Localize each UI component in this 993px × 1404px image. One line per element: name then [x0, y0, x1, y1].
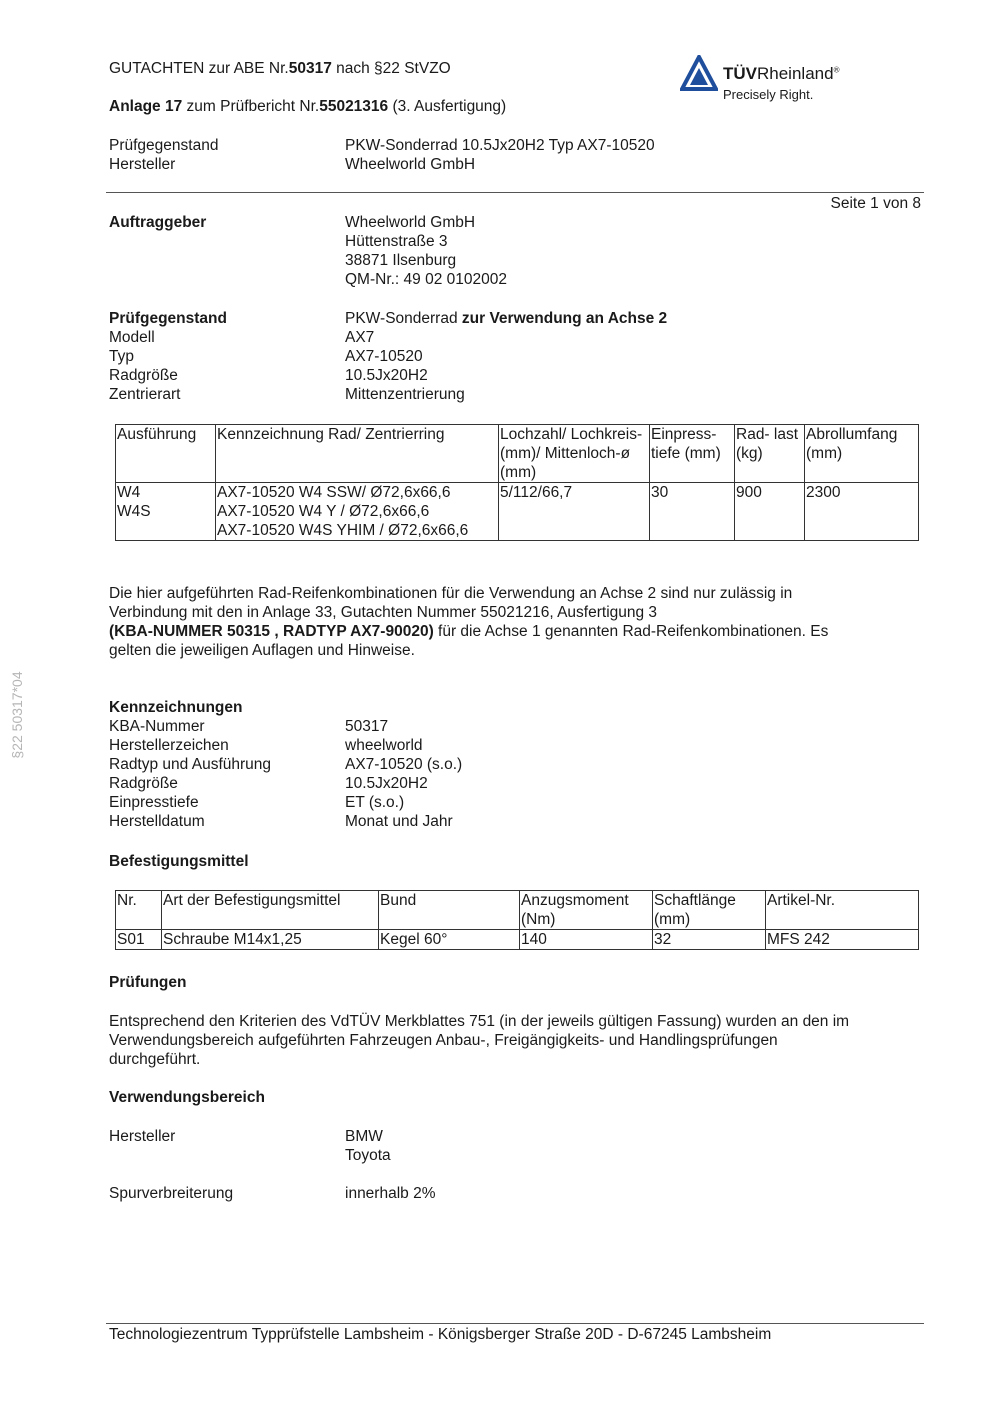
- fasteners-heading: Befestigungsmittel: [109, 853, 249, 870]
- fastener-seat: Kegel 60°: [379, 930, 520, 950]
- tuv-logo: [680, 55, 870, 105]
- logo-tagline: Precisely Right.: [723, 87, 814, 102]
- logo-registered: ®: [833, 65, 840, 75]
- subject-description-bold: zur Verwendung an Achse 2: [461, 310, 668, 327]
- marking-label: Herstellerzeichen: [109, 737, 229, 754]
- notice-line: Die hier aufgeführten Rad-Reifenkombinationen für die Verwendung an Achse 2 sind nur zulässig in: [109, 585, 793, 602]
- subject-heading: Prüfgegenstand: [109, 310, 227, 327]
- client-block: [109, 213, 929, 289]
- footer-divider: [106, 1323, 924, 1324]
- test-report-number: 55021316: [319, 98, 389, 115]
- header-info: [109, 136, 929, 174]
- markings-heading: Kennzeichnungen: [109, 699, 243, 716]
- kba-reference: (KBA-NUMMER 50315 , RADTYP AX7-90020): [109, 623, 434, 640]
- client-city: 38871 Ilsenburg: [345, 252, 457, 269]
- type-value: AX7-10520: [345, 348, 423, 365]
- subject-block: [109, 309, 929, 404]
- table-header: Ausführung: [116, 425, 216, 483]
- marking-label: Einpresstiefe: [109, 794, 199, 811]
- usage-track: [109, 1184, 929, 1203]
- side-mark: [7, 671, 27, 759]
- tests-heading: Prüfungen: [109, 974, 187, 991]
- client-qm-number: QM-Nr.: 49 02 0102002: [345, 271, 507, 288]
- marking-cell: [216, 483, 499, 541]
- subject-value: PKW-Sonderrad 10.5Jx20H2 Typ AX7-10520: [345, 137, 655, 154]
- markings-block: [109, 698, 929, 831]
- table-header: Bund: [379, 891, 520, 930]
- annex-mid: zum Prüfbericht Nr.: [182, 98, 320, 115]
- fastener-torque: 140: [520, 930, 653, 950]
- client-street: Hüttenstraße 3: [345, 233, 448, 250]
- table-header: Kennzeichnung Rad/ Zentrierring: [216, 425, 499, 483]
- track-widening-value: innerhalb 2%: [345, 1185, 436, 1202]
- table-header-row: [116, 425, 919, 483]
- table-row: [116, 930, 919, 950]
- bolt-pattern-cell: 5/112/66,7: [499, 483, 650, 541]
- title-prefix: GUTACHTEN zur ABE Nr.: [109, 60, 289, 77]
- table-row: [116, 483, 919, 541]
- table-header: Rad- last (kg): [735, 425, 805, 483]
- marking-label: KBA-Nummer: [109, 718, 205, 735]
- usage-manufacturer: BMW: [345, 1128, 383, 1145]
- marking-value: Monat und Jahr: [345, 813, 453, 830]
- marking-value: wheelworld: [345, 737, 423, 754]
- fastener-article-number: MFS 242: [766, 930, 919, 950]
- page-number: Seite 1 von 8: [830, 195, 921, 212]
- table-header: Schaftlänge (mm): [653, 891, 766, 930]
- marking-label: Radtyp und Ausführung: [109, 756, 272, 773]
- client-label: Auftraggeber: [109, 214, 207, 231]
- usage-manufacturer-label: Hersteller: [109, 1128, 176, 1145]
- annex-label: Anlage 17: [109, 98, 183, 115]
- usage-manufacturer: Toyota: [345, 1147, 391, 1164]
- subject-description-plain: PKW-Sonderrad: [345, 310, 462, 327]
- side-mark-text: §22 50317*04: [9, 671, 25, 759]
- wheel-size-label: Radgröße: [109, 367, 178, 384]
- load-cell: 900: [735, 483, 805, 541]
- table-header: Art der Befestigungsmittel: [162, 891, 379, 930]
- table-header: Anzugsmoment (Nm): [520, 891, 653, 930]
- abe-number: 50317: [288, 60, 332, 77]
- fastener-shaft-length: 32: [653, 930, 766, 950]
- variant-cell: [116, 483, 216, 541]
- notice-line-rest: für die Achse 1 genannten Rad-Reifenkombinationen. Es: [433, 623, 829, 640]
- wheel-size-value: 10.5Jx20H2: [345, 367, 428, 384]
- marking-line: AX7-10520 W4 Y / Ø72,6x66,6: [217, 503, 430, 520]
- usage-heading: Verwendungsbereich: [109, 1089, 265, 1106]
- marking-value: AX7-10520 (s.o.): [345, 756, 463, 773]
- logo-brand-rest: Rheinland: [757, 64, 834, 83]
- track-widening-label: Spurverbreiterung: [109, 1185, 234, 1202]
- table-header: Lochzahl/ Lochkreis- (mm)/ Mittenloch-ø (mm): [499, 425, 650, 483]
- tests-line: Entsprechend den Kriterien des VdTÜV Merkblattes 751 (in der jeweils gültigen Fassung) wurden an den im: [109, 1013, 850, 1030]
- header-divider: [106, 192, 924, 193]
- centering-label: Zentrierart: [109, 386, 181, 403]
- marking-label: Radgröße: [109, 775, 178, 792]
- footer-address: Technologiezentrum Typprüfstelle Lambsheim - Königsberger Straße 20D - D-67245 Lambsheim: [109, 1326, 772, 1343]
- notice-line: Verbindung mit den in Anlage 33, Gutachten Nummer 55021216, Ausfertigung 3: [109, 604, 658, 621]
- table-header: Einpress- tiefe (mm): [650, 425, 735, 483]
- marking-value: 10.5Jx20H2: [345, 775, 428, 792]
- subject-description: [345, 309, 667, 328]
- tests-paragraph: [109, 1012, 939, 1069]
- table-header: Abrollumfang (mm): [805, 425, 919, 483]
- marking-label: Herstelldatum: [109, 813, 205, 830]
- notice-line: gelten die jeweiligen Auflagen und Hinweise.: [109, 642, 415, 659]
- offset-cell: 30: [650, 483, 735, 541]
- tuv-triangle-icon: [680, 55, 718, 91]
- subject-label: Prüfgegenstand: [109, 137, 219, 154]
- type-label: Typ: [109, 348, 134, 365]
- title-suffix: nach §22 StVZO: [331, 60, 451, 77]
- manufacturer-value: Wheelworld GmbH: [345, 156, 476, 173]
- fastener-number: S01: [116, 930, 162, 950]
- variant-table: [115, 424, 919, 541]
- fasteners-table: [115, 890, 919, 950]
- table-header: Artikel-Nr.: [766, 891, 919, 930]
- marking-line: AX7-10520 W4 SSW/ Ø72,6x66,6: [217, 484, 451, 501]
- tests-line: durchgeführt.: [109, 1051, 201, 1068]
- copy-note: (3. Ausfertigung): [388, 98, 507, 115]
- marking-value: 50317: [345, 718, 389, 735]
- logo-brand: [723, 64, 839, 84]
- variant-w4s: W4S: [117, 503, 151, 520]
- centering-value: Mittenzentrierung: [345, 386, 465, 403]
- tests-line: Verwendungsbereich aufgeführten Fahrzeugen Anbau-, Freigängigkeits- und Handlingsprüfungen: [109, 1032, 778, 1049]
- usage-manufacturers: [109, 1127, 929, 1165]
- notice-line: [109, 622, 929, 641]
- combination-notice: [109, 584, 929, 660]
- model-value: AX7: [345, 329, 375, 346]
- fastener-type: Schraube M14x1,25: [162, 930, 379, 950]
- table-header: Nr.: [116, 891, 162, 930]
- variant-w4: W4: [117, 484, 141, 501]
- client-name: Wheelworld GmbH: [345, 214, 476, 231]
- logo-brand-bold: TÜV: [723, 64, 757, 83]
- circumference-cell: 2300: [805, 483, 919, 541]
- manufacturer-label: Hersteller: [109, 156, 176, 173]
- table-header-row: [116, 891, 919, 930]
- model-label: Modell: [109, 329, 155, 346]
- annex-line: [109, 97, 506, 116]
- marking-line: AX7-10520 W4S YHIM / Ø72,6x66,6: [217, 522, 469, 539]
- marking-value: ET (s.o.): [345, 794, 405, 811]
- report-title-line: [109, 59, 451, 78]
